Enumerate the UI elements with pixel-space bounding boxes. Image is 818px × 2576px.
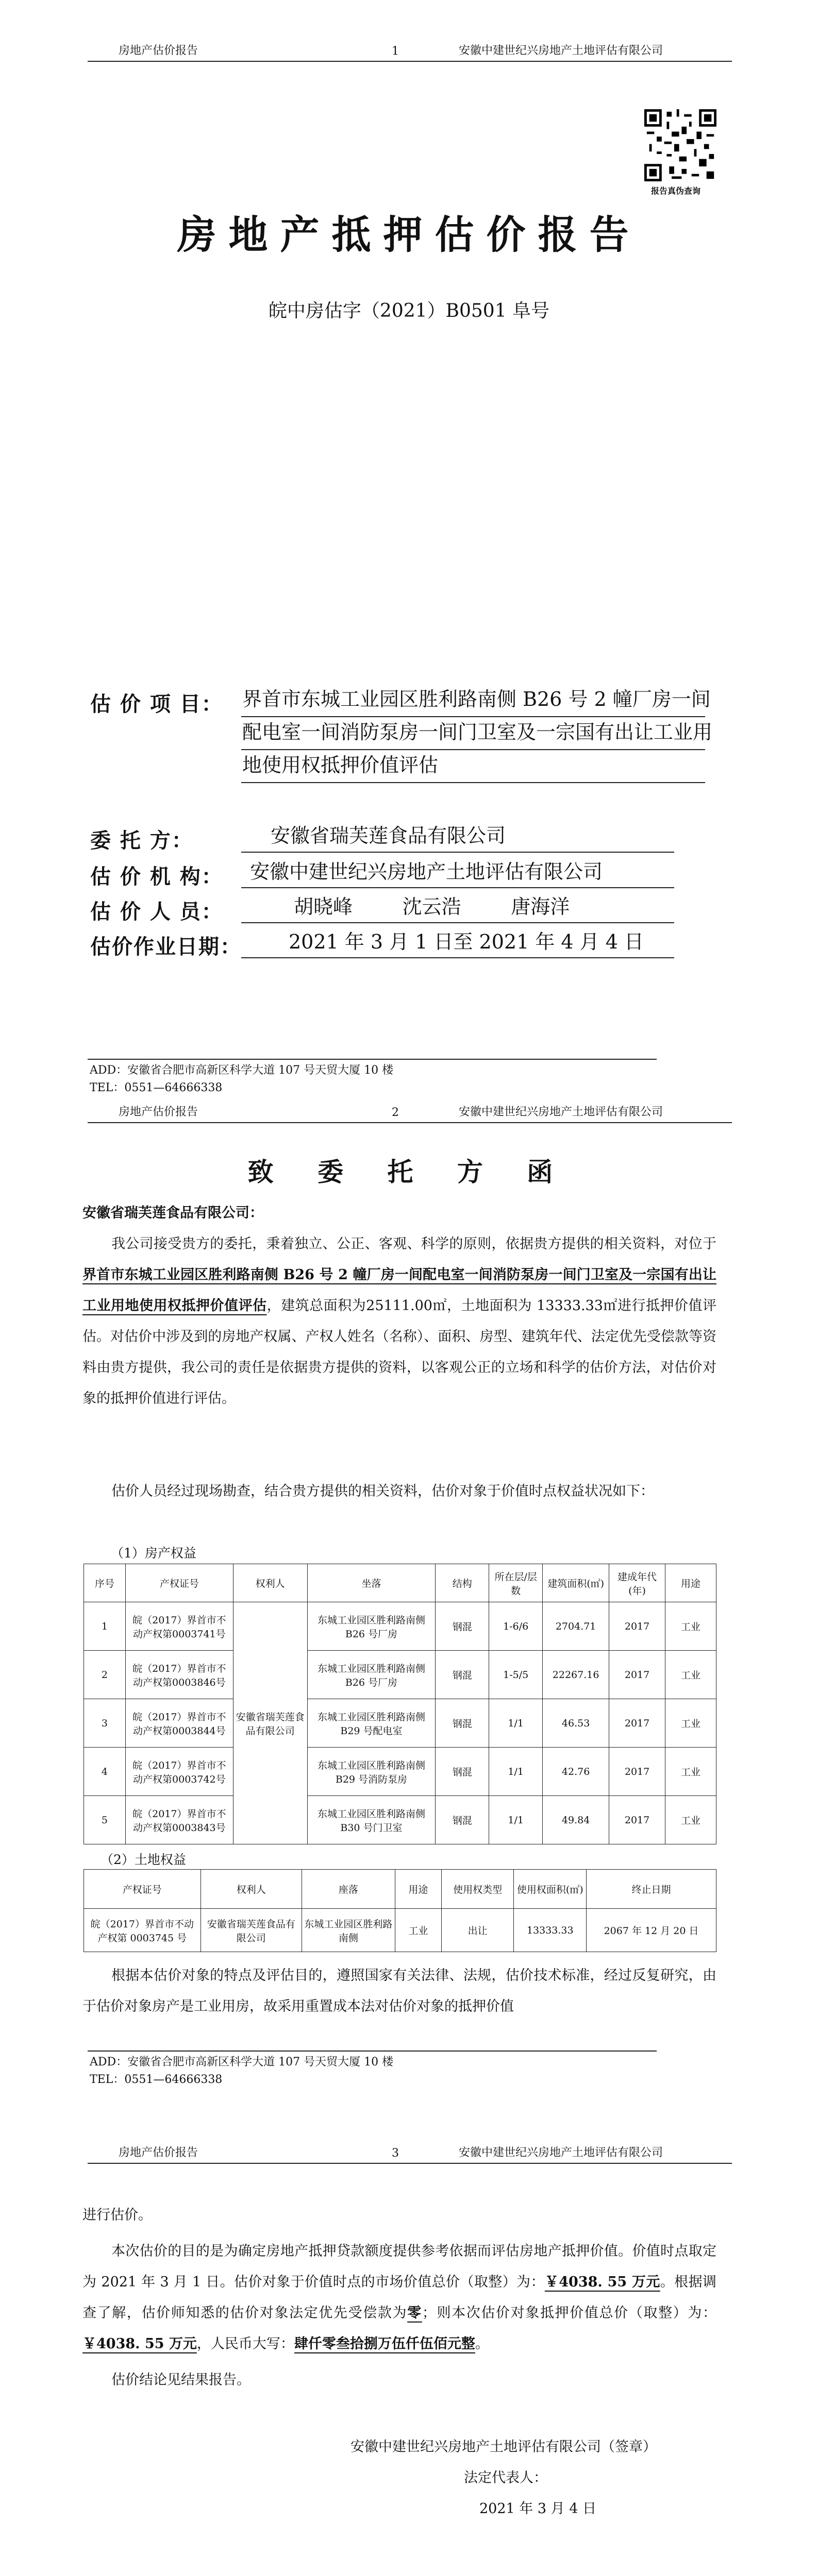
qr-caption: 报告真伪查询 xyxy=(651,186,701,196)
paragraph-3-continued: 进行估价。 xyxy=(82,2207,152,2223)
header-page-number: 3 xyxy=(392,2147,399,2160)
qr-code-icon xyxy=(644,109,716,181)
subject-property: 界首市东城工业园区胜利路南侧 B26 号 2 幢厂房一间配电室一间消防泵房一间门卫室及一宗国有出让工业用地使用权抵押价值评估 xyxy=(82,1267,716,1314)
owner-cell: 安徽省瑞芙莲食品有限公司 xyxy=(233,1602,307,1844)
letter-paragraph-2: 估价人员经过现场勘查，结合贵方提供的相关资料，估价对象于价值时点权益状况如下： xyxy=(111,1483,654,1499)
date-label: 估价作业日期： xyxy=(90,935,242,959)
header-right: 安徽中建世纪兴房地产土地评估有限公司 xyxy=(459,2146,663,2159)
letter-paragraph-5: 估价结论见结果报告。 xyxy=(111,2372,251,2388)
appraiser-label: 估 价 人 员： xyxy=(90,900,223,924)
market-value: ￥4038. 55 万元 xyxy=(544,2274,660,2290)
page-1 xyxy=(0,0,818,1092)
item-value: 界首市东城工业园区胜利路南侧 B26 号 2 幢厂房一间配电室一间消防泵房一间门卫室及一宗国有出让工业用地使用权抵押价值评估 xyxy=(242,688,713,776)
table-row: 皖（2017）界首市不动产权第 0003745 号 安徽省瑞芙莲食品有限公司 东城工业园区胜利路南侧 工业 出让 13333.33 2067 年 12 月 20 日 xyxy=(84,1909,716,1952)
land-table-caption: （2）土地权益 xyxy=(101,1852,186,1867)
page-2 xyxy=(0,1082,818,2133)
col-header: 序号 xyxy=(84,1564,126,1602)
col-header: 终止日期 xyxy=(587,1870,716,1909)
letter-paragraph-1: 我公司接受贵方的委托，秉着独立、公正、客观、科学的原则，依据贵方提供的相关资料，对位于界首市东城工业园区胜利路南侧 B26 号 2 幢厂房一间配电室一间消防泵房一间门卫室及一宗国有出让工业用地使用权抵押价值评估，建筑总面积为25111.00㎡，土地面积为 13333.33㎡进行抵押价值评估。对估价中涉及到的房地产权属、产权人姓名（名称）、面积、房型、建筑年代、法定优先受偿款等资料由贵方提供，我公司的责任是依据贵方提供的资料，以客观公正的立场和科学的估价方法，对估价对象的抵押价值进行评估。 xyxy=(82,1236,716,1406)
col-header: 用途 xyxy=(395,1870,441,1909)
col-header: 使用权面积(㎡) xyxy=(514,1870,587,1909)
letter-addressee: 安徽省瑞芙莲食品有限公司： xyxy=(82,1205,263,1221)
table-row: 2 皖（2017）界首市不动产权第0003846号 东城工业园区胜利路南侧 B26 号厂房 钢混 1-5/5 22267.16 2017 工业 xyxy=(84,1651,716,1699)
header-left: 房地产估价报告 xyxy=(119,44,198,57)
col-header: 座落 xyxy=(302,1870,395,1909)
header-left: 房地产估价报告 xyxy=(119,1106,198,1118)
col-header: 使用权类型 xyxy=(441,1870,514,1909)
report-title: 房地产抵押估价报告 xyxy=(177,212,641,258)
page-header xyxy=(88,1103,732,1123)
col-header: 结构 xyxy=(436,1564,489,1602)
org-label: 估 价 机 构： xyxy=(90,865,223,889)
header-page-number: 1 xyxy=(392,45,399,58)
col-header: 建筑面积(㎡) xyxy=(543,1564,609,1602)
table-row: 1 皖（2017）界首市不动产权第0003741号 安徽省瑞芙莲食品有限公司 东城工业园区胜利路南侧 B26 号厂房 钢混 1-6/6 2704.71 2017 工业 xyxy=(84,1602,716,1651)
footer-address: ADD：安徽省合肥市高新区科学大道 107 号天贸大厦 10 楼 xyxy=(90,1064,394,1077)
house-table-caption: （1）房产权益 xyxy=(111,1546,196,1561)
footer-tel: TEL：0551—64666338 xyxy=(90,1081,223,1094)
page-3 xyxy=(0,2123,818,2576)
col-header: 权利人 xyxy=(201,1870,302,1909)
letter-title: 致 委 托 方 函 xyxy=(247,1157,571,1187)
house-rights-table xyxy=(84,1564,716,1844)
appraiser-value: 胡晓峰 沈云浩 唐海洋 xyxy=(294,895,570,918)
signature-representative: 法定代表人： xyxy=(464,2470,547,2486)
client-value: 安徽省瑞芙莲食品有限公司 xyxy=(271,824,506,847)
header-right: 安徽中建世纪兴房地产土地评估有限公司 xyxy=(459,44,663,57)
org-value: 安徽中建世纪兴房地产土地评估有限公司 xyxy=(250,860,603,883)
mortgage-value: ￥4038. 55 万元 xyxy=(82,2336,197,2352)
signature-date: 2021 年 3 月 4 日 xyxy=(479,2501,596,2517)
table-row: 4 皖（2017）界首市不动产权第0003742号 东城工业园区胜利路南侧 B29 号消防泵房 钢混 1/1 42.76 2017 工业 xyxy=(84,1748,716,1796)
mortgage-value-words: 肆仟零叁拾捌万伍仟伍佰元整 xyxy=(294,2336,475,2352)
footer-tel: TEL：0551—64666338 xyxy=(90,2073,223,2086)
page-footer xyxy=(88,2050,655,2089)
priority-claim: 零 xyxy=(407,2305,422,2321)
header-left: 房地产估价报告 xyxy=(119,2146,198,2159)
letter-paragraph-3: 根据本估价对象的特点及评估目的，遵照国家有关法律、法规，估价技术标准，经过反复研究，由于估价对象房产是工业用房，故采用重置成本法对估价对象的抵押价值 xyxy=(82,1968,716,2014)
col-header: 建成年代(年) xyxy=(609,1564,665,1602)
col-header: 权利人 xyxy=(233,1564,307,1602)
letter-paragraph-4: 本次估价的目的是为确定房地产抵押贷款额度提供参考依据而评估房地产抵押价值。价值时点取定为 2021 年 3 月 1 日。估价对象于价值时点的市场价值总价（取整）为：￥4038. 55 万元。根据调查了解，估价师知悉的估价对象法定优先受偿款为零；则本次估价对象抵押价值总价（取整）为：￥4038. 55 万元，人民币大写：肆仟零叁拾捌万伍仟伍佰元整。 xyxy=(82,2243,717,2352)
col-header: 坐落 xyxy=(307,1564,436,1602)
signature-company: 安徽中建世纪兴房地产土地评估有限公司（签章） xyxy=(350,2439,657,2455)
table-row: 3 皖（2017）界首市不动产权第0003844号 东城工业园区胜利路南侧 B29 号配电室 钢混 1/1 46.53 2017 工业 xyxy=(84,1699,716,1748)
col-header: 产权证号 xyxy=(84,1870,201,1909)
table-row: 5 皖（2017）界首市不动产权第0003843号 东城工业园区胜利路南侧 B30 号门卫室 钢混 1/1 49.84 2017 工业 xyxy=(84,1796,716,1844)
item-label: 估 价 项 目： xyxy=(90,692,223,716)
page-header xyxy=(88,41,732,62)
header-page-number: 2 xyxy=(392,1106,399,1119)
page-header xyxy=(88,2143,732,2164)
footer-address: ADD：安徽省合肥市高新区科学大道 107 号天贸大厦 10 楼 xyxy=(90,2056,394,2069)
header-right: 安徽中建世纪兴房地产土地评估有限公司 xyxy=(459,1106,663,1118)
client-label: 委 托 方： xyxy=(90,828,193,853)
land-rights-table xyxy=(84,1869,716,1952)
document-number: 皖中房估字（2021）B0501 阜号 xyxy=(268,300,550,321)
col-header: 产权证号 xyxy=(125,1564,233,1602)
date-value: 2021 年 3 月 1 日至 2021 年 4 月 4 日 xyxy=(289,930,644,953)
col-header: 用途 xyxy=(665,1564,716,1602)
col-header: 所在层/层数 xyxy=(489,1564,543,1602)
